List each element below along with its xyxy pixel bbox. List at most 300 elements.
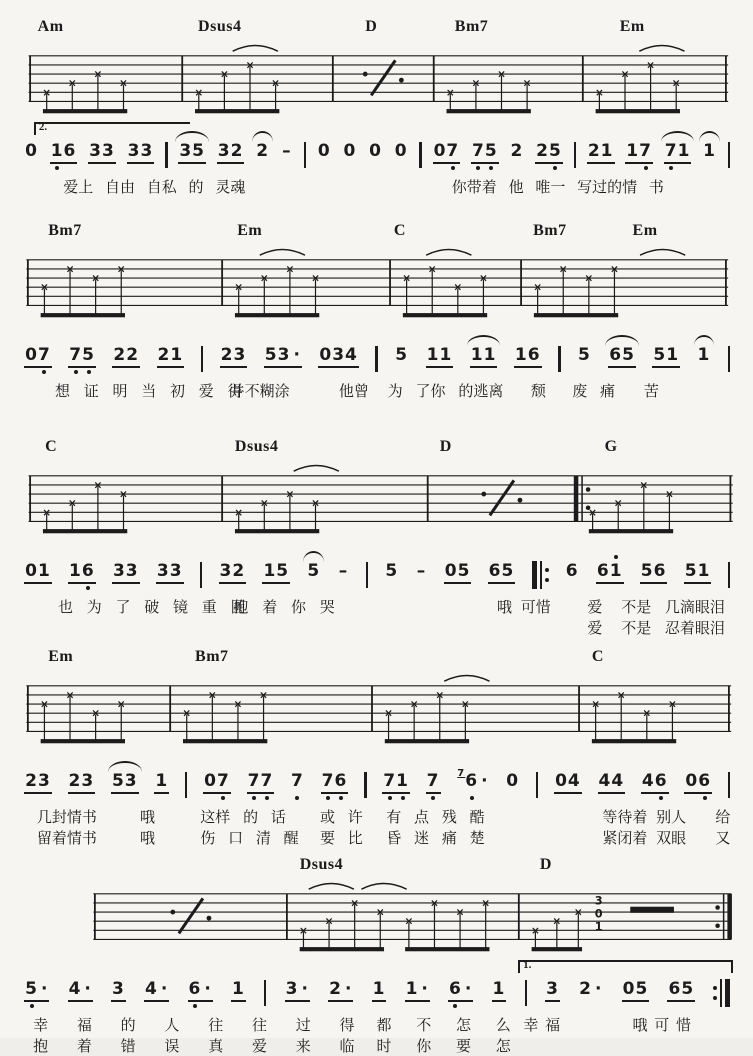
note-digit: 5 [622, 345, 635, 365]
octave-dot-above [614, 555, 618, 559]
svg-text:×: × [42, 86, 52, 99]
chord-row [0, 222, 753, 243]
chord-row [0, 438, 753, 459]
note-digit: 0 [25, 345, 38, 365]
svg-text:×: × [324, 915, 334, 928]
svg-text:×: × [67, 497, 77, 510]
note-digit: 0 [622, 979, 636, 999]
note-group [255, 143, 270, 162]
note-group [608, 347, 636, 368]
svg-text:×: × [91, 707, 101, 720]
note-digit: 4 [68, 979, 82, 999]
fret-fingering-digit: 3 [594, 893, 603, 908]
note-digit: 7 [38, 347, 51, 364]
note-digit: 6 [82, 563, 95, 580]
chord-label: Bm7 [48, 222, 82, 239]
note-group [535, 143, 563, 164]
svg-text:×: × [430, 897, 439, 910]
lyric-text: 抱 着 错 误 真 爱 来 临 [33, 1037, 355, 1055]
octave-dot-below [644, 166, 648, 170]
note-group [384, 563, 399, 582]
tab-staff [0, 669, 753, 749]
svg-text:×: × [233, 698, 243, 711]
svg-text:×: × [479, 272, 488, 285]
note-digit: 3 [179, 141, 193, 161]
note-digit: 2 [536, 141, 549, 161]
note-digit: 3 [89, 141, 102, 161]
note-digit: 7 [639, 143, 652, 160]
note-digit: 1 [600, 141, 614, 161]
note-digit: 2 [25, 771, 38, 791]
svg-text:×: × [245, 59, 255, 72]
tab-system [0, 856, 753, 1055]
note-digit: 5 [549, 143, 562, 160]
note-digit: 1 [703, 141, 717, 161]
tab-staff [0, 877, 753, 957]
barline [574, 142, 577, 168]
barline [536, 772, 539, 798]
note-digit: 6 [565, 561, 579, 581]
note-digit: 0 [25, 141, 38, 161]
chord-label: Em [48, 648, 74, 665]
lyric-text: 哦 [140, 829, 156, 847]
note-digit: 1 [69, 561, 82, 581]
note-group [448, 981, 473, 1002]
svg-text:×: × [219, 68, 229, 81]
note-digit: 6 [334, 773, 347, 790]
note-digit: 4 [611, 771, 625, 791]
octave-dot-below [489, 166, 493, 170]
note-digit: 6 [609, 345, 623, 365]
note-group [667, 981, 695, 1002]
augmentation-dot: · [84, 979, 92, 999]
lyric-text: 想 证 明 当 初 爱 得 [54, 382, 243, 400]
note-group [433, 143, 461, 164]
jianpu-line [0, 555, 753, 595]
svg-text:×: × [194, 86, 204, 99]
fret-fingering-digit: 0 [594, 906, 603, 921]
lyric-text: 苦 [643, 382, 659, 400]
chord-label: C [45, 438, 58, 455]
note-digit: 6 [653, 561, 667, 581]
lyric-text: 哦 [140, 808, 156, 826]
barline [728, 562, 731, 588]
lyrics-line [0, 616, 753, 637]
svg-text:×: × [610, 263, 619, 276]
note-digit: 7 [291, 773, 304, 790]
note-digit: 6 [488, 561, 502, 581]
note-digit: 5 [653, 345, 667, 365]
note-group [112, 563, 140, 584]
note-digit: 6 [527, 345, 541, 365]
note-group [154, 773, 169, 794]
octave-dot-below [659, 796, 663, 800]
svg-text:×: × [558, 263, 568, 276]
lyric-text: 哦 可惜 [496, 598, 551, 616]
note-digit: 2 [126, 345, 140, 365]
chord-label: G [604, 438, 618, 455]
note-group [24, 773, 52, 794]
lyrics-line [0, 175, 753, 196]
augmentation-dot: · [40, 979, 49, 999]
svg-text:×: × [668, 698, 677, 711]
note-digit: 5 [485, 143, 498, 160]
svg-text:×: × [299, 924, 308, 937]
note-group [509, 143, 524, 162]
tab-system [0, 648, 753, 847]
octave-dot-below [476, 166, 480, 170]
note-digit: 3 [37, 771, 51, 791]
note-digit: 0 [433, 141, 447, 161]
chord-row [0, 18, 753, 39]
note-digit: 3 [156, 561, 170, 581]
svg-text:×: × [67, 77, 77, 90]
svg-text:×: × [664, 488, 674, 501]
note-digit: 1 [396, 773, 409, 790]
octave-dot-below [703, 796, 707, 800]
note-digit: 3 [127, 141, 141, 161]
note-digit: 7 [446, 143, 459, 160]
note-group [456, 768, 489, 792]
svg-text:×: × [427, 263, 437, 276]
lyric-text: 昏 迷 痛 楚 [386, 829, 485, 847]
augmentation-dot: · [595, 979, 603, 999]
note-group [231, 981, 246, 1002]
svg-text:×: × [207, 689, 217, 702]
chord-label: D [365, 18, 378, 35]
lyric-text: 留着情书 [36, 829, 97, 847]
note-group [281, 143, 293, 162]
barline [728, 346, 731, 372]
fret-fingering-digit: 1 [594, 919, 603, 934]
note-digit: 0 [369, 141, 382, 161]
octave-dot-below [42, 370, 46, 374]
lyric-text: 不是 [621, 619, 652, 637]
svg-text:×: × [259, 272, 269, 285]
note-digit: 7 [383, 773, 396, 790]
lyric-text: 也 为 了 破 镜 重 圆 [57, 598, 246, 616]
note-group [382, 773, 410, 794]
note-digit: 7 [69, 347, 82, 364]
volta-bracket [34, 122, 190, 135]
barline [200, 562, 203, 588]
note-digit: 4 [345, 345, 358, 365]
note-group [156, 563, 184, 584]
note-group [697, 347, 712, 366]
note-digit: 2 [579, 979, 592, 999]
note-digit: 1 [263, 561, 277, 581]
svg-text:×: × [42, 506, 52, 519]
lyrics-line [0, 379, 753, 400]
note-digit: 7 [217, 773, 230, 790]
note-digit: 3 [233, 345, 247, 365]
svg-text:×: × [375, 906, 385, 919]
note-group [50, 143, 78, 164]
svg-text:×: × [616, 689, 626, 702]
note-digit: 5 [684, 561, 698, 581]
note-digit: 0 [204, 771, 218, 791]
note-group [178, 143, 206, 164]
svg-text:×: × [445, 86, 455, 99]
svg-text:×: × [588, 506, 598, 519]
octave-dot-below [470, 796, 474, 800]
octave-dot-below [30, 1004, 34, 1008]
note-group [68, 563, 96, 584]
note-group [111, 773, 139, 794]
note-digit: 1 [492, 979, 506, 999]
svg-text:×: × [40, 281, 49, 294]
note-group [285, 981, 310, 1002]
note-digit: 3 [112, 979, 125, 999]
note-group [664, 143, 692, 164]
note-digit: 1 [37, 561, 51, 581]
note-group [394, 143, 409, 162]
svg-text:×: × [234, 281, 244, 294]
note-digit: 2 [232, 561, 246, 581]
chord-label: C [591, 648, 604, 665]
svg-text:×: × [594, 86, 604, 99]
lyrics-line [0, 1013, 753, 1034]
svg-text:×: × [497, 68, 506, 81]
volta-row [0, 749, 753, 765]
augmentation-dot: · [204, 979, 212, 999]
note-group [652, 347, 680, 368]
note-group [622, 981, 650, 1002]
note-group [405, 981, 430, 1002]
barline [728, 772, 731, 798]
note-digit: 5 [681, 979, 695, 999]
note-group [318, 347, 359, 368]
tab-system [0, 18, 753, 196]
note-digit: 7 [427, 773, 440, 790]
note-digit: 3 [217, 141, 231, 161]
octave-dot-below [388, 796, 392, 800]
note-group [112, 347, 140, 368]
svg-text:×: × [384, 707, 393, 720]
jianpu-line [0, 135, 753, 175]
note-digit: 4 [641, 771, 655, 791]
svg-text:×: × [460, 698, 470, 711]
note-digit: 1 [155, 771, 169, 791]
note-digit: 1 [426, 345, 440, 365]
svg-text:×: × [552, 915, 562, 928]
note-group [24, 563, 52, 584]
note-digit: 3 [124, 771, 138, 791]
note-digit: 2 [113, 345, 127, 365]
chord-row [0, 648, 753, 669]
barline [264, 980, 267, 1006]
note-digit: 5 [25, 981, 38, 998]
volta-row [0, 119, 753, 135]
svg-text:×: × [119, 77, 128, 90]
lyric-text: 幸 福 的 人 往 往 过 得 [33, 1016, 355, 1034]
note-digit: 7 [665, 143, 678, 160]
svg-text:×: × [40, 698, 49, 711]
barline [201, 346, 204, 372]
chord-label: Em [237, 222, 263, 239]
note-digit: 4 [567, 771, 581, 791]
svg-text:×: × [533, 281, 543, 294]
svg-text:×: × [93, 479, 103, 492]
octave-dot-below [193, 1004, 197, 1008]
chord-label: Bm7 [454, 18, 489, 35]
barline [525, 980, 528, 1006]
note-group [470, 347, 498, 368]
svg-text:×: × [591, 698, 601, 711]
note-digit: – [416, 561, 427, 581]
note-digit: 2 [256, 141, 270, 161]
lyric-text: 为 了你 的逃离 [387, 382, 504, 400]
barline [375, 346, 378, 372]
note-group [471, 143, 499, 164]
note-group [342, 143, 357, 162]
barline [558, 346, 561, 372]
note-group [188, 981, 213, 1002]
note-group [565, 563, 580, 582]
lyric-text: 都 不 怎 么 [376, 1016, 511, 1034]
note-group [514, 347, 542, 368]
svg-text:×: × [271, 77, 281, 90]
jianpu-line [0, 339, 753, 379]
svg-text:×: × [435, 689, 445, 702]
note-digit: 5 [640, 561, 654, 581]
note-group [24, 347, 52, 368]
tab-staff [0, 459, 753, 539]
note-group [684, 773, 712, 794]
lyric-text: 并不糊涂 [229, 382, 290, 400]
note-digit: 0 [506, 771, 520, 791]
note-digit: 5 [457, 561, 471, 581]
note-group [68, 347, 96, 368]
note-digit: 0 [394, 141, 408, 161]
note-digit: 1 [372, 979, 386, 999]
octave-dot-below [326, 796, 330, 800]
note-digit: 0 [343, 141, 357, 161]
note-digit: 3 [140, 141, 154, 161]
volta-row [0, 957, 753, 973]
lyric-text: 等待着 别人 [602, 808, 687, 826]
svg-text:×: × [93, 68, 103, 81]
barline [728, 142, 731, 168]
octave-dot-below [86, 586, 90, 590]
chord-row [0, 856, 753, 877]
note-digit: 1 [677, 141, 691, 161]
note-digit: 0 [25, 561, 38, 581]
note-digit: 5 [307, 561, 321, 581]
chord-label: Em [632, 222, 658, 239]
note-digit: 5 [192, 141, 206, 161]
svg-text:×: × [311, 272, 320, 285]
note-group [684, 563, 712, 584]
note-digit: 4 [145, 979, 158, 999]
note-digit: 2 [157, 345, 171, 365]
tab-system [0, 222, 753, 400]
chord-label: Am [37, 18, 64, 35]
lyric-text: 废 痛 [572, 382, 616, 400]
note-digit: 5 [264, 345, 278, 365]
svg-text:×: × [455, 906, 465, 919]
note-digit: 7 [472, 143, 485, 160]
lyric-text: 伤 口 清 醒 [200, 829, 299, 847]
note-group [702, 143, 717, 162]
lyric-text: 或 许 [320, 808, 363, 826]
octave-dot-below [87, 370, 91, 374]
note-group [306, 563, 321, 582]
svg-text:×: × [671, 77, 681, 90]
svg-text:×: × [234, 506, 244, 519]
note-digit: 2 [230, 141, 244, 161]
note-group [545, 981, 560, 1002]
note-group [394, 347, 409, 366]
note-digit: 5 [82, 347, 95, 364]
note-group [219, 563, 247, 584]
note-group [127, 143, 155, 164]
note-group [157, 347, 185, 368]
note-group [587, 143, 615, 164]
note-digit: 0 [319, 345, 333, 365]
svg-text:×: × [613, 497, 623, 510]
note-digit: 0 [444, 561, 458, 581]
note-group [337, 563, 349, 582]
volta-row [0, 323, 753, 339]
note-digit: 3 [102, 141, 115, 161]
svg-text:×: × [116, 263, 126, 276]
tab-staff [0, 243, 753, 323]
lyric-text: 颓 [530, 382, 546, 400]
note-digit: 0 [685, 771, 699, 791]
augmentation-dot: · [464, 979, 473, 999]
lyric-text: 爱上 自由 自私 的 灵魂 [63, 178, 246, 196]
jianpu-line [0, 973, 753, 1013]
svg-text:×: × [530, 924, 540, 937]
grace-note: 7 [457, 768, 466, 779]
svg-text:×: × [453, 281, 463, 294]
note-digit: 3 [219, 561, 233, 581]
note-group [426, 347, 454, 368]
note-group [554, 773, 582, 794]
svg-text:×: × [119, 488, 128, 501]
svg-text:×: × [259, 689, 268, 702]
volta-row [0, 539, 753, 555]
note-digit: 6 [465, 773, 478, 790]
svg-text:×: × [402, 272, 412, 285]
note-digit: 2 [587, 141, 601, 161]
note-group [598, 773, 626, 794]
svg-text:×: × [182, 707, 192, 720]
note-digit: 6 [449, 981, 462, 998]
octave-dot-below [265, 796, 269, 800]
lyric-text: 几滴眼泪 [664, 598, 725, 616]
volta-bracket [518, 960, 733, 973]
note-group [488, 563, 516, 584]
svg-text:×: × [91, 272, 101, 285]
note-group [111, 981, 126, 1002]
svg-text:×: × [646, 59, 656, 72]
repeat-end-barline [713, 979, 730, 1007]
note-digit: 1 [405, 979, 419, 999]
lyric-text: 有 点 残 酷 [386, 808, 485, 826]
octave-dot-below [295, 796, 299, 800]
volta-label: 2. [38, 121, 48, 133]
note-digit: – [338, 561, 349, 581]
note-digit: 3 [125, 561, 139, 581]
chord-label: Dsus4 [299, 856, 344, 873]
note-digit: 6 [63, 141, 77, 161]
octave-dot-below [221, 796, 225, 800]
note-group [321, 773, 349, 794]
note-digit: 6 [596, 561, 610, 581]
lyric-text: 时 你 要 怎 [376, 1037, 511, 1055]
